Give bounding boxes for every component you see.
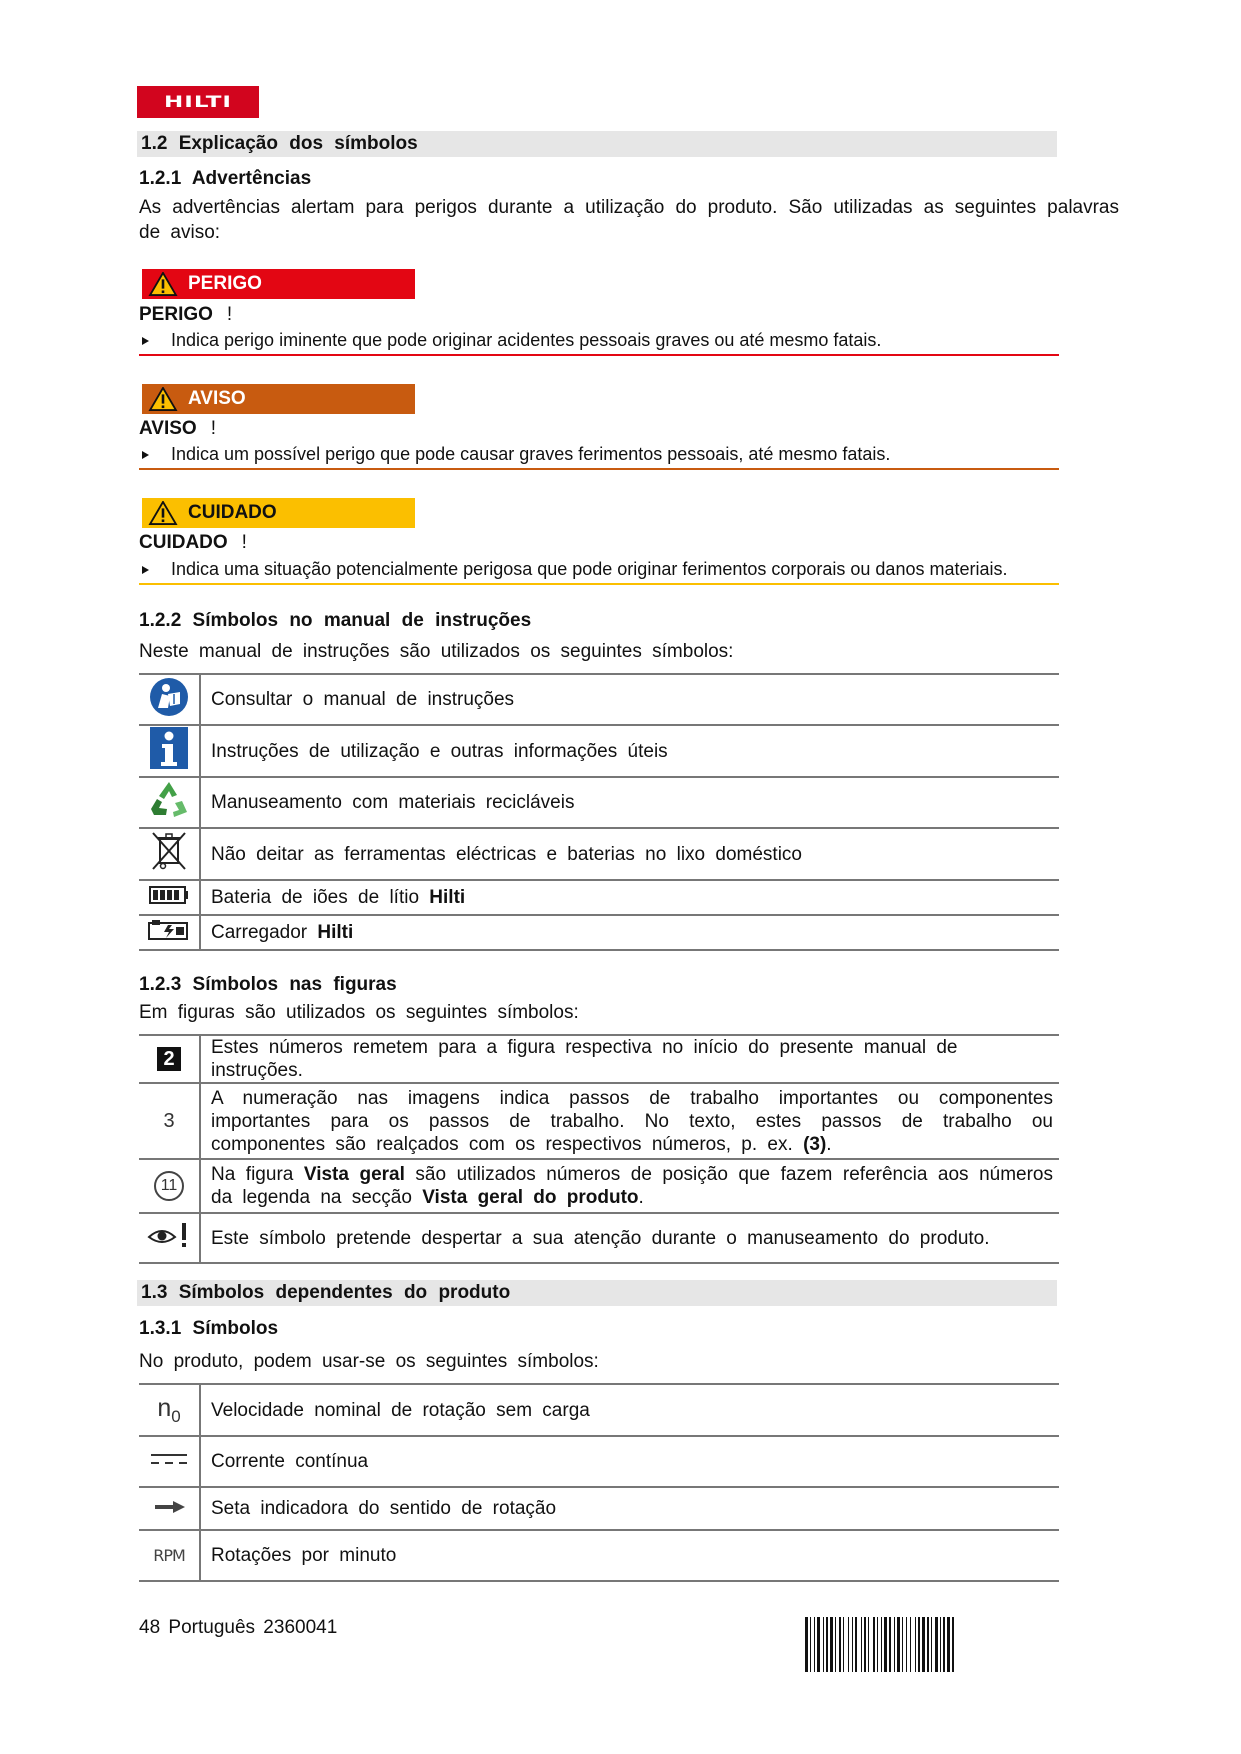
battery-icon [149, 885, 189, 905]
subheading-1-2-3: 1.2.3 Símbolos nas figuras [139, 974, 397, 995]
section-heading-1-2: 1.2 Explicação dos símbolos [137, 131, 1057, 157]
table-cell: Rotações por minuto [200, 1530, 1059, 1581]
warning-triangle-icon [148, 501, 178, 525]
table-row [139, 1436, 1059, 1487]
table-cell: Estes números remetem para a figura respectiva no início do presente manual de instruções. [200, 1035, 1059, 1083]
table-cell: Seta indicadora do sentido de rotação [200, 1487, 1059, 1530]
subheading-1-2-2: 1.2.2 Símbolos no manual de instruções [139, 610, 532, 631]
subheading-1-3-1: 1.3.1 Símbolos [139, 1318, 279, 1339]
caution-text: Indica uma situação potencialmente perigosa que pode originar ferimentos corporais ou danos materiais. [139, 559, 1007, 580]
table-cell: Manuseamento com materiais recicláveis [200, 777, 1059, 828]
caution-panel: CUIDADO [142, 498, 415, 528]
position-number-symbol: 11 [154, 1171, 184, 1201]
table-row [139, 777, 1059, 828]
product-symbols-table [139, 1383, 1059, 1582]
table-row [139, 1530, 1059, 1581]
table-cell: Não deitar as ferramentas eléctricas e baterias no lixo doméstico [200, 828, 1059, 880]
charger-icon [148, 919, 190, 941]
rpm-symbol: RPM [153, 1545, 185, 1565]
warning-triangle-icon [148, 387, 178, 411]
step-number-symbol: 3 [163, 1109, 175, 1132]
danger-title: PERIGO ! [139, 304, 233, 325]
table-row [139, 1035, 1059, 1083]
warning-panel: AVISO [142, 384, 415, 414]
manual-symbols-table [139, 673, 1059, 951]
read-manual-icon [148, 676, 190, 718]
table-cell: Velocidade nominal de rotação sem carga [200, 1384, 1059, 1436]
table-row [139, 880, 1059, 915]
figure-symbols-intro: Em figuras são utilizados os seguintes símbolos: [139, 1002, 579, 1023]
table-cell: Instruções de utilização e outras informações úteis [200, 725, 1059, 777]
table-cell: Este símbolo pretende despertar a sua atenção durante o manuseamento do produto. [200, 1213, 1059, 1263]
table-cell: Corrente contínua [200, 1436, 1059, 1487]
barcode-graphic [805, 1617, 1057, 1672]
table-row [139, 1487, 1059, 1530]
danger-rule [139, 354, 1059, 356]
warning-triangle-icon [148, 272, 178, 296]
warnings-intro: As advertências alertam para perigos durante a utilização do produto. São utilizadas as seguintes palavras de aviso: [139, 197, 1119, 243]
table-row [139, 1213, 1059, 1263]
info-icon [149, 726, 189, 770]
table-cell: Consultar o manual de instruções [200, 674, 1059, 725]
table-row [139, 725, 1059, 777]
table-cell: Bateria de iões de lítio Hilti [200, 880, 1059, 915]
caution-title: CUIDADO ! [139, 532, 247, 553]
warning-title: AVISO ! [139, 418, 216, 439]
caution-rule [139, 583, 1059, 585]
table-row [139, 828, 1059, 880]
section-heading-1-3: 1.3 Símbolos dependentes do produto [137, 1280, 1057, 1306]
manual-symbols-intro: Neste manual de instruções são utilizados os seguintes símbolos: [139, 641, 734, 662]
hilti-logo: HILTI [137, 86, 259, 118]
rotation-arrow-icon [151, 1500, 187, 1514]
table-row [139, 1083, 1059, 1159]
table-row [139, 1159, 1059, 1213]
figure-number-symbol: 2 [157, 1047, 181, 1071]
table-row [139, 1384, 1059, 1436]
table-row [139, 674, 1059, 725]
crossed-bin-icon [149, 829, 189, 873]
subheading-1-2-1: 1.2.1 Advertências [139, 168, 312, 189]
table-cell: A numeração nas imagens indica passos de trabalho importantes ou componentes importantes para os passos de trabalho. No texto, estes passos de trabalho ou componentes são realçados com os respectivos números, p. ex. (3). [200, 1083, 1059, 1159]
product-symbols-intro: No produto, podem usar-se os seguintes símbolos: [139, 1351, 599, 1372]
table-row [139, 915, 1059, 950]
page-footer: 48 Português 2360041 [139, 1617, 338, 1638]
eye-attention-icon [147, 1221, 191, 1249]
table-cell: Na figura Vista geral são utilizados números de posição que fazem referência aos números da legenda na secção Vista geral do produto. [200, 1159, 1059, 1213]
warning-rule [139, 468, 1059, 470]
direct-current-icon [149, 1451, 189, 1467]
n0-symbol: $n_0$ [157, 1393, 181, 1426]
danger-panel: PERIGO [142, 269, 415, 299]
recycle-icon [148, 779, 190, 821]
danger-text: Indica perigo iminente que pode originar acidentes pessoais graves ou até mesmo fatais. [139, 330, 881, 351]
figure-symbols-table [139, 1034, 1059, 1264]
warning-text: Indica um possível perigo que pode causar graves ferimentos pessoais, até mesmo fatais. [139, 444, 890, 465]
table-cell: Carregador Hilti [200, 915, 1059, 950]
